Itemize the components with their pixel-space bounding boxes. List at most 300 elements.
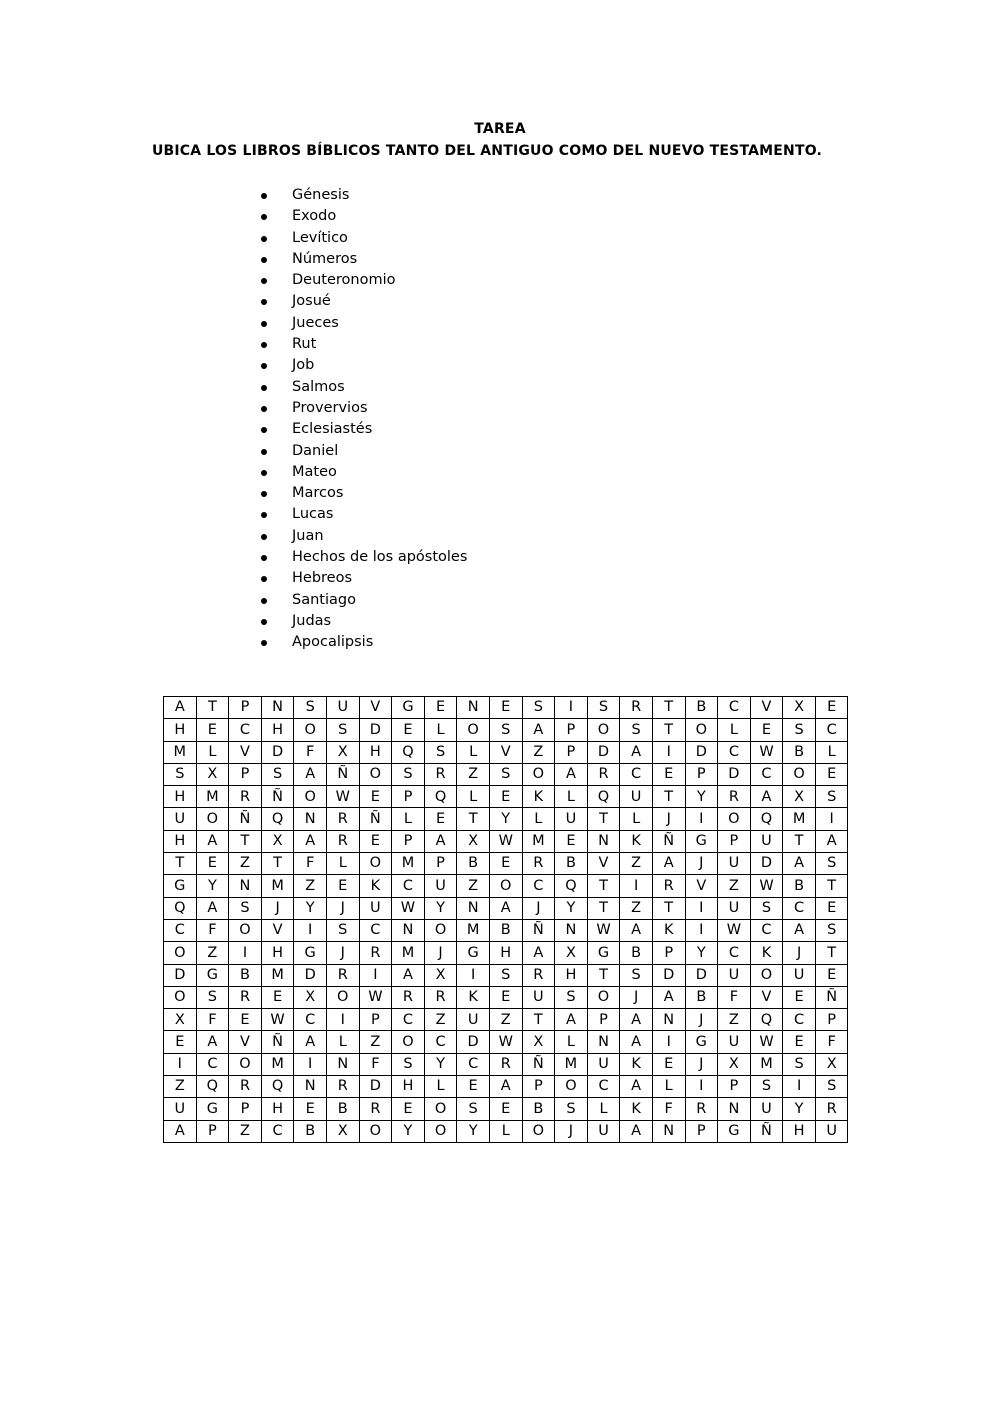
- grid-cell[interactable]: Q: [750, 808, 783, 830]
- grid-cell[interactable]: A: [652, 853, 685, 875]
- grid-cell[interactable]: C: [783, 897, 816, 919]
- grid-cell[interactable]: S: [489, 964, 522, 986]
- grid-cell[interactable]: Ñ: [652, 830, 685, 852]
- grid-cell[interactable]: Q: [555, 875, 588, 897]
- grid-cell[interactable]: D: [587, 741, 620, 763]
- grid-cell[interactable]: O: [424, 1120, 457, 1142]
- grid-cell[interactable]: Y: [392, 1120, 425, 1142]
- grid-cell[interactable]: J: [685, 1053, 718, 1075]
- grid-cell[interactable]: F: [196, 919, 229, 941]
- grid-cell[interactable]: T: [652, 697, 685, 719]
- grid-cell[interactable]: Z: [457, 763, 490, 785]
- grid-cell[interactable]: K: [522, 786, 555, 808]
- grid-cell[interactable]: O: [750, 964, 783, 986]
- grid-cell[interactable]: E: [424, 697, 457, 719]
- grid-cell[interactable]: H: [261, 1098, 294, 1120]
- grid-cell[interactable]: O: [555, 1076, 588, 1098]
- grid-cell[interactable]: A: [294, 763, 327, 785]
- grid-cell[interactable]: S: [261, 763, 294, 785]
- grid-cell[interactable]: C: [294, 1009, 327, 1031]
- grid-cell[interactable]: C: [750, 919, 783, 941]
- grid-cell[interactable]: V: [750, 697, 783, 719]
- grid-cell[interactable]: S: [392, 1053, 425, 1075]
- grid-cell[interactable]: Ñ: [261, 1031, 294, 1053]
- grid-cell[interactable]: Q: [392, 741, 425, 763]
- grid-cell[interactable]: T: [261, 853, 294, 875]
- grid-cell[interactable]: Q: [164, 897, 197, 919]
- grid-cell[interactable]: B: [489, 919, 522, 941]
- grid-cell[interactable]: I: [229, 942, 262, 964]
- grid-cell[interactable]: P: [424, 853, 457, 875]
- grid-cell[interactable]: R: [587, 763, 620, 785]
- grid-cell[interactable]: Z: [229, 1120, 262, 1142]
- grid-cell[interactable]: H: [555, 964, 588, 986]
- grid-cell[interactable]: R: [326, 964, 359, 986]
- grid-cell[interactable]: H: [164, 786, 197, 808]
- grid-cell[interactable]: Y: [489, 808, 522, 830]
- grid-cell[interactable]: D: [718, 763, 751, 785]
- grid-cell[interactable]: R: [522, 853, 555, 875]
- grid-cell[interactable]: U: [164, 1098, 197, 1120]
- grid-cell[interactable]: Z: [196, 942, 229, 964]
- grid-cell[interactable]: R: [229, 786, 262, 808]
- grid-cell[interactable]: J: [326, 897, 359, 919]
- grid-cell[interactable]: U: [359, 897, 392, 919]
- grid-cell[interactable]: U: [587, 1120, 620, 1142]
- grid-cell[interactable]: A: [620, 1031, 653, 1053]
- grid-cell[interactable]: I: [815, 808, 848, 830]
- grid-cell[interactable]: N: [555, 919, 588, 941]
- grid-cell[interactable]: R: [359, 1098, 392, 1120]
- grid-cell[interactable]: A: [783, 853, 816, 875]
- grid-cell[interactable]: N: [229, 875, 262, 897]
- grid-cell[interactable]: M: [261, 964, 294, 986]
- grid-cell[interactable]: P: [718, 1076, 751, 1098]
- grid-cell[interactable]: Y: [457, 1120, 490, 1142]
- grid-cell[interactable]: V: [229, 1031, 262, 1053]
- grid-cell[interactable]: P: [359, 1009, 392, 1031]
- grid-cell[interactable]: E: [652, 763, 685, 785]
- grid-cell[interactable]: C: [783, 1009, 816, 1031]
- grid-cell[interactable]: G: [164, 875, 197, 897]
- grid-cell[interactable]: U: [750, 830, 783, 852]
- grid-cell[interactable]: H: [392, 1076, 425, 1098]
- grid-cell[interactable]: K: [359, 875, 392, 897]
- grid-cell[interactable]: O: [294, 719, 327, 741]
- grid-cell[interactable]: W: [489, 830, 522, 852]
- grid-cell[interactable]: C: [457, 1053, 490, 1075]
- grid-cell[interactable]: B: [685, 986, 718, 1008]
- grid-cell[interactable]: X: [164, 1009, 197, 1031]
- grid-cell[interactable]: H: [164, 830, 197, 852]
- grid-cell[interactable]: P: [685, 1120, 718, 1142]
- grid-cell[interactable]: I: [620, 875, 653, 897]
- grid-cell[interactable]: E: [489, 853, 522, 875]
- grid-cell[interactable]: C: [620, 763, 653, 785]
- grid-cell[interactable]: P: [718, 830, 751, 852]
- grid-cell[interactable]: U: [718, 853, 751, 875]
- grid-cell[interactable]: D: [294, 964, 327, 986]
- grid-cell[interactable]: C: [815, 719, 848, 741]
- grid-cell[interactable]: I: [685, 919, 718, 941]
- grid-cell[interactable]: A: [489, 897, 522, 919]
- grid-cell[interactable]: Z: [294, 875, 327, 897]
- grid-cell[interactable]: S: [815, 786, 848, 808]
- grid-cell[interactable]: Y: [685, 942, 718, 964]
- grid-cell[interactable]: W: [718, 919, 751, 941]
- grid-cell[interactable]: C: [750, 763, 783, 785]
- grid-cell[interactable]: S: [457, 1098, 490, 1120]
- grid-cell[interactable]: W: [392, 897, 425, 919]
- grid-cell[interactable]: O: [685, 719, 718, 741]
- grid-cell[interactable]: K: [620, 1053, 653, 1075]
- grid-cell[interactable]: C: [718, 697, 751, 719]
- grid-cell[interactable]: S: [326, 919, 359, 941]
- grid-cell[interactable]: A: [196, 1031, 229, 1053]
- grid-cell[interactable]: O: [587, 719, 620, 741]
- grid-cell[interactable]: V: [359, 697, 392, 719]
- grid-cell[interactable]: R: [359, 942, 392, 964]
- grid-cell[interactable]: T: [196, 697, 229, 719]
- grid-cell[interactable]: H: [261, 719, 294, 741]
- grid-cell[interactable]: W: [750, 875, 783, 897]
- grid-cell[interactable]: A: [424, 830, 457, 852]
- grid-cell[interactable]: N: [718, 1098, 751, 1120]
- grid-cell[interactable]: C: [164, 919, 197, 941]
- grid-cell[interactable]: S: [750, 1076, 783, 1098]
- grid-cell[interactable]: P: [229, 1098, 262, 1120]
- grid-cell[interactable]: K: [620, 1098, 653, 1120]
- grid-cell[interactable]: X: [424, 964, 457, 986]
- grid-cell[interactable]: X: [783, 697, 816, 719]
- grid-cell[interactable]: B: [685, 697, 718, 719]
- grid-cell[interactable]: C: [718, 741, 751, 763]
- grid-cell[interactable]: J: [685, 1009, 718, 1031]
- grid-cell[interactable]: P: [685, 763, 718, 785]
- grid-cell[interactable]: D: [359, 719, 392, 741]
- grid-cell[interactable]: L: [489, 1120, 522, 1142]
- grid-cell[interactable]: A: [620, 741, 653, 763]
- grid-cell[interactable]: V: [261, 919, 294, 941]
- grid-cell[interactable]: E: [815, 697, 848, 719]
- grid-cell[interactable]: B: [326, 1098, 359, 1120]
- grid-cell[interactable]: L: [555, 1031, 588, 1053]
- grid-cell[interactable]: A: [555, 763, 588, 785]
- grid-cell[interactable]: A: [620, 1076, 653, 1098]
- grid-cell[interactable]: K: [750, 942, 783, 964]
- grid-cell[interactable]: E: [164, 1031, 197, 1053]
- grid-cell[interactable]: A: [750, 786, 783, 808]
- grid-cell[interactable]: C: [392, 875, 425, 897]
- grid-cell[interactable]: E: [392, 1098, 425, 1120]
- grid-cell[interactable]: R: [326, 830, 359, 852]
- grid-cell[interactable]: E: [196, 719, 229, 741]
- grid-cell[interactable]: J: [652, 808, 685, 830]
- grid-cell[interactable]: R: [652, 875, 685, 897]
- grid-cell[interactable]: Z: [489, 1009, 522, 1031]
- grid-cell[interactable]: L: [718, 719, 751, 741]
- grid-cell[interactable]: V: [587, 853, 620, 875]
- grid-cell[interactable]: W: [261, 1009, 294, 1031]
- grid-cell[interactable]: R: [685, 1098, 718, 1120]
- grid-cell[interactable]: R: [489, 1053, 522, 1075]
- grid-cell[interactable]: T: [229, 830, 262, 852]
- grid-cell[interactable]: S: [815, 1076, 848, 1098]
- grid-cell[interactable]: P: [229, 763, 262, 785]
- grid-cell[interactable]: L: [457, 741, 490, 763]
- grid-cell[interactable]: M: [196, 786, 229, 808]
- grid-cell[interactable]: E: [359, 786, 392, 808]
- grid-cell[interactable]: P: [229, 697, 262, 719]
- grid-cell[interactable]: S: [424, 741, 457, 763]
- grid-cell[interactable]: T: [815, 875, 848, 897]
- grid-cell[interactable]: N: [326, 1053, 359, 1075]
- grid-cell[interactable]: Z: [164, 1076, 197, 1098]
- grid-cell[interactable]: X: [555, 942, 588, 964]
- grid-cell[interactable]: I: [294, 919, 327, 941]
- grid-cell[interactable]: T: [522, 1009, 555, 1031]
- grid-cell[interactable]: E: [815, 897, 848, 919]
- grid-cell[interactable]: V: [229, 741, 262, 763]
- grid-cell[interactable]: H: [261, 942, 294, 964]
- grid-cell[interactable]: U: [326, 697, 359, 719]
- grid-cell[interactable]: Z: [522, 741, 555, 763]
- grid-cell[interactable]: H: [489, 942, 522, 964]
- grid-cell[interactable]: I: [164, 1053, 197, 1075]
- grid-cell[interactable]: V: [489, 741, 522, 763]
- grid-cell[interactable]: P: [815, 1009, 848, 1031]
- grid-cell[interactable]: T: [587, 875, 620, 897]
- grid-cell[interactable]: O: [196, 808, 229, 830]
- grid-cell[interactable]: S: [555, 986, 588, 1008]
- grid-cell[interactable]: L: [522, 808, 555, 830]
- grid-cell[interactable]: L: [555, 786, 588, 808]
- grid-cell[interactable]: W: [750, 741, 783, 763]
- grid-cell[interactable]: R: [424, 763, 457, 785]
- grid-cell[interactable]: E: [815, 964, 848, 986]
- grid-cell[interactable]: D: [359, 1076, 392, 1098]
- grid-cell[interactable]: C: [587, 1076, 620, 1098]
- grid-cell[interactable]: T: [587, 808, 620, 830]
- grid-cell[interactable]: B: [783, 741, 816, 763]
- grid-cell[interactable]: E: [326, 875, 359, 897]
- grid-cell[interactable]: Y: [555, 897, 588, 919]
- grid-cell[interactable]: C: [229, 719, 262, 741]
- grid-cell[interactable]: N: [587, 1031, 620, 1053]
- grid-cell[interactable]: X: [196, 763, 229, 785]
- grid-cell[interactable]: R: [326, 1076, 359, 1098]
- grid-cell[interactable]: G: [587, 942, 620, 964]
- grid-cell[interactable]: A: [620, 1009, 653, 1031]
- grid-cell[interactable]: X: [815, 1053, 848, 1075]
- grid-cell[interactable]: F: [196, 1009, 229, 1031]
- grid-cell[interactable]: O: [229, 919, 262, 941]
- grid-cell[interactable]: N: [587, 830, 620, 852]
- grid-cell[interactable]: R: [718, 786, 751, 808]
- grid-cell[interactable]: T: [457, 808, 490, 830]
- grid-cell[interactable]: Q: [261, 1076, 294, 1098]
- grid-cell[interactable]: G: [196, 1098, 229, 1120]
- grid-cell[interactable]: R: [522, 964, 555, 986]
- grid-cell[interactable]: Y: [294, 897, 327, 919]
- grid-cell[interactable]: Y: [685, 786, 718, 808]
- grid-cell[interactable]: Q: [587, 786, 620, 808]
- grid-cell[interactable]: L: [815, 741, 848, 763]
- grid-cell[interactable]: I: [783, 1076, 816, 1098]
- grid-cell[interactable]: Q: [424, 786, 457, 808]
- grid-cell[interactable]: A: [196, 830, 229, 852]
- grid-cell[interactable]: E: [229, 1009, 262, 1031]
- grid-cell[interactable]: P: [522, 1076, 555, 1098]
- grid-cell[interactable]: O: [587, 986, 620, 1008]
- grid-cell[interactable]: Z: [718, 875, 751, 897]
- grid-cell[interactable]: P: [587, 1009, 620, 1031]
- grid-cell[interactable]: O: [392, 1031, 425, 1053]
- grid-cell[interactable]: L: [196, 741, 229, 763]
- grid-cell[interactable]: R: [229, 1076, 262, 1098]
- grid-cell[interactable]: E: [294, 1098, 327, 1120]
- grid-cell[interactable]: M: [750, 1053, 783, 1075]
- grid-cell[interactable]: I: [457, 964, 490, 986]
- grid-cell[interactable]: S: [783, 719, 816, 741]
- grid-cell[interactable]: N: [457, 697, 490, 719]
- grid-cell[interactable]: D: [261, 741, 294, 763]
- grid-cell[interactable]: C: [424, 1031, 457, 1053]
- grid-cell[interactable]: E: [261, 986, 294, 1008]
- grid-cell[interactable]: P: [392, 830, 425, 852]
- grid-cell[interactable]: J: [555, 1120, 588, 1142]
- grid-cell[interactable]: E: [555, 830, 588, 852]
- grid-cell[interactable]: S: [489, 763, 522, 785]
- grid-cell[interactable]: J: [326, 942, 359, 964]
- grid-cell[interactable]: N: [652, 1120, 685, 1142]
- grid-cell[interactable]: X: [326, 1120, 359, 1142]
- grid-cell[interactable]: G: [685, 1031, 718, 1053]
- grid-cell[interactable]: C: [196, 1053, 229, 1075]
- grid-cell[interactable]: U: [522, 986, 555, 1008]
- grid-cell[interactable]: X: [326, 741, 359, 763]
- grid-cell[interactable]: E: [815, 763, 848, 785]
- grid-cell[interactable]: P: [392, 786, 425, 808]
- grid-cell[interactable]: O: [326, 986, 359, 1008]
- grid-cell[interactable]: Ñ: [815, 986, 848, 1008]
- grid-cell[interactable]: K: [620, 830, 653, 852]
- grid-cell[interactable]: R: [229, 986, 262, 1008]
- grid-cell[interactable]: Y: [783, 1098, 816, 1120]
- grid-cell[interactable]: L: [424, 1076, 457, 1098]
- grid-cell[interactable]: Z: [424, 1009, 457, 1031]
- grid-cell[interactable]: Q: [261, 808, 294, 830]
- grid-cell[interactable]: E: [489, 1098, 522, 1120]
- grid-cell[interactable]: O: [229, 1053, 262, 1075]
- grid-cell[interactable]: S: [326, 719, 359, 741]
- grid-cell[interactable]: F: [815, 1031, 848, 1053]
- grid-cell[interactable]: L: [652, 1076, 685, 1098]
- grid-cell[interactable]: S: [392, 763, 425, 785]
- grid-cell[interactable]: Z: [620, 853, 653, 875]
- grid-cell[interactable]: J: [783, 942, 816, 964]
- grid-cell[interactable]: A: [294, 830, 327, 852]
- grid-cell[interactable]: B: [620, 942, 653, 964]
- grid-cell[interactable]: D: [457, 1031, 490, 1053]
- grid-cell[interactable]: R: [815, 1098, 848, 1120]
- grid-cell[interactable]: I: [555, 697, 588, 719]
- grid-cell[interactable]: Q: [750, 1009, 783, 1031]
- grid-cell[interactable]: U: [164, 808, 197, 830]
- grid-cell[interactable]: A: [652, 986, 685, 1008]
- grid-cell[interactable]: S: [620, 719, 653, 741]
- grid-cell[interactable]: Ñ: [750, 1120, 783, 1142]
- grid-cell[interactable]: A: [555, 1009, 588, 1031]
- grid-cell[interactable]: X: [522, 1031, 555, 1053]
- grid-cell[interactable]: A: [522, 942, 555, 964]
- grid-cell[interactable]: I: [652, 741, 685, 763]
- grid-cell[interactable]: A: [489, 1076, 522, 1098]
- grid-cell[interactable]: I: [685, 1076, 718, 1098]
- grid-cell[interactable]: X: [718, 1053, 751, 1075]
- grid-cell[interactable]: X: [294, 986, 327, 1008]
- grid-cell[interactable]: S: [620, 964, 653, 986]
- grid-cell[interactable]: Z: [229, 853, 262, 875]
- grid-cell[interactable]: A: [164, 697, 197, 719]
- grid-cell[interactable]: M: [261, 1053, 294, 1075]
- grid-cell[interactable]: S: [555, 1098, 588, 1120]
- grid-cell[interactable]: B: [783, 875, 816, 897]
- grid-cell[interactable]: Y: [424, 1053, 457, 1075]
- grid-cell[interactable]: L: [587, 1098, 620, 1120]
- grid-cell[interactable]: N: [392, 919, 425, 941]
- grid-cell[interactable]: U: [783, 964, 816, 986]
- grid-cell[interactable]: X: [457, 830, 490, 852]
- grid-cell[interactable]: Z: [359, 1031, 392, 1053]
- grid-cell[interactable]: O: [294, 786, 327, 808]
- grid-cell[interactable]: R: [326, 808, 359, 830]
- grid-cell[interactable]: O: [489, 875, 522, 897]
- grid-cell[interactable]: M: [392, 942, 425, 964]
- grid-cell[interactable]: U: [718, 1031, 751, 1053]
- grid-cell[interactable]: S: [815, 853, 848, 875]
- grid-cell[interactable]: L: [326, 1031, 359, 1053]
- grid-cell[interactable]: L: [457, 786, 490, 808]
- grid-cell[interactable]: V: [750, 986, 783, 1008]
- grid-cell[interactable]: Ñ: [261, 786, 294, 808]
- grid-cell[interactable]: U: [815, 1120, 848, 1142]
- grid-cell[interactable]: T: [587, 964, 620, 986]
- grid-cell[interactable]: B: [555, 853, 588, 875]
- grid-cell[interactable]: A: [294, 1031, 327, 1053]
- grid-cell[interactable]: N: [294, 1076, 327, 1098]
- grid-cell[interactable]: O: [718, 808, 751, 830]
- grid-cell[interactable]: F: [359, 1053, 392, 1075]
- grid-cell[interactable]: I: [685, 808, 718, 830]
- grid-cell[interactable]: B: [229, 964, 262, 986]
- grid-cell[interactable]: L: [392, 808, 425, 830]
- grid-cell[interactable]: M: [164, 741, 197, 763]
- grid-cell[interactable]: P: [652, 942, 685, 964]
- grid-cell[interactable]: Ñ: [522, 1053, 555, 1075]
- grid-cell[interactable]: U: [555, 808, 588, 830]
- grid-cell[interactable]: D: [685, 964, 718, 986]
- grid-cell[interactable]: B: [457, 853, 490, 875]
- grid-cell[interactable]: C: [261, 1120, 294, 1142]
- grid-cell[interactable]: G: [685, 830, 718, 852]
- grid-cell[interactable]: A: [620, 919, 653, 941]
- grid-cell[interactable]: D: [750, 853, 783, 875]
- grid-cell[interactable]: E: [424, 808, 457, 830]
- grid-cell[interactable]: W: [750, 1031, 783, 1053]
- grid-cell[interactable]: C: [522, 875, 555, 897]
- grid-cell[interactable]: O: [457, 719, 490, 741]
